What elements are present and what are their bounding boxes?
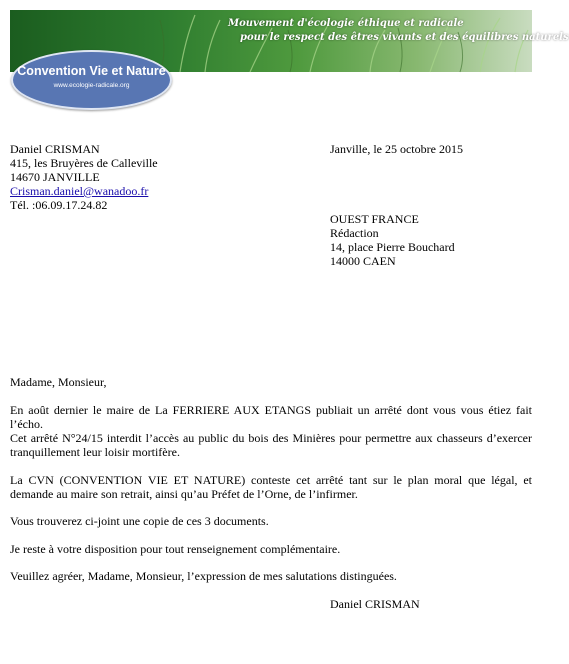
- paragraph-6: Veuillez agréer, Madame, Monsieur, l’expression de mes salutations distinguées.: [10, 569, 397, 583]
- sender-name: Daniel CRISMAN: [10, 142, 100, 156]
- sender-phone: Tél. :06.09.17.24.82: [10, 198, 108, 212]
- recipient-line3: 14, place Pierre Bouchard: [330, 240, 455, 254]
- paragraph-2: Cet arrêté N°24/15 interdit l’accès au public du bois des Minières pour permettre aux chasseurs d’exercer tranquillement leur loisir mortifère.: [10, 431, 532, 459]
- cvn-logo: [11, 50, 172, 110]
- greeting: Madame, Monsieur,: [10, 375, 107, 389]
- paragraph-4: Vous trouverez ci-joint une copie de ces 3 documents.: [10, 514, 269, 528]
- recipient-line1: OUEST FRANCE: [330, 212, 419, 226]
- paragraph-1: En août dernier le maire de La FERRIERE AUX ETANGS publiait un arrêté dont vous vous étiez fait l’écho.: [10, 403, 532, 431]
- sender-address1: 415, les Bruyères de Calleville: [10, 156, 158, 170]
- recipient-line4: 14000 CAEN: [330, 254, 396, 268]
- banner-slogan-line1: Mouvement d'écologie éthique et radicale: [228, 18, 464, 29]
- recipient-line2: Rédaction: [330, 226, 379, 240]
- paragraph-3: La CVN (CONVENTION VIE ET NATURE) conteste cet arrêté tant sur le plan moral que légal, et demande au maire son retrait, ainsi qu’au Préfet de l’Orne, de l’infirmer.: [10, 473, 532, 501]
- sender-email-link[interactable]: Crisman.daniel@wanadoo.fr: [10, 184, 149, 198]
- signature: Daniel CRISMAN: [330, 597, 420, 611]
- banner-slogan-line2: pour le respect des êtres vivants et des équilibres naturels: [240, 32, 569, 43]
- logo-url: www.ecologie-radicale.org: [53, 82, 130, 89]
- paragraph-5: Je reste à votre disposition pour tout renseignement complémentaire.: [10, 542, 341, 556]
- sender-address2: 14670 JANVILLE: [10, 170, 100, 184]
- logo-name: Convention Vie et Nature: [17, 64, 166, 78]
- date-line: Janville, le 25 octobre 2015: [330, 142, 463, 156]
